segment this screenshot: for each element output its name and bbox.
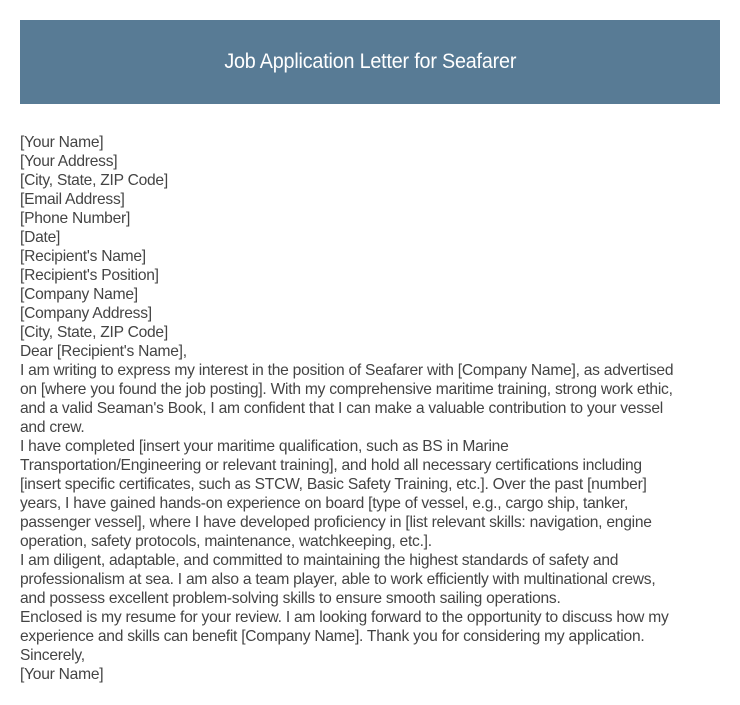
paragraph-line: and crew.: [20, 419, 85, 436]
paragraph-line: experience and skills can benefit [Company Name]. Thank you for considering my application.: [20, 628, 645, 645]
paragraph-line: I am diligent, adaptable, and committed to maintaining the highest standards of safety and: [20, 552, 619, 569]
salutation: Dear [Recipient's Name],: [20, 343, 187, 360]
closing: Sincerely,: [20, 647, 85, 664]
recipient-company-name: [Company Name]: [20, 286, 138, 303]
page-header: [20, 20, 720, 104]
paragraph-line: on [where you found the job posting]. With my comprehensive maritime training, strong work ethic,: [20, 381, 673, 398]
letter-date: [Date]: [20, 229, 61, 246]
sender-city-state-zip: [City, State, ZIP Code]: [20, 172, 168, 189]
recipient-city-state-zip: [City, State, ZIP Code]: [20, 324, 168, 341]
recipient-name: [Recipient's Name]: [20, 248, 146, 265]
paragraph-line: and a valid Seaman's Book, I am confident that I can make a valuable contribution to your vessel: [20, 400, 663, 417]
paragraph-attributes: [20, 551, 725, 608]
signature: [Your Name]: [20, 666, 104, 683]
paragraph-line: I have completed [insert your maritime qualification, such as BS in Marine: [20, 438, 509, 455]
paragraph-line: professionalism at sea. I am also a team player, able to work efficiently with multinational crews,: [20, 571, 656, 588]
paragraph-line: Transportation/Engineering or relevant training], and hold all necessary certifications including: [20, 457, 642, 474]
paragraph-line: Enclosed is my resume for your review. I am looking forward to the opportunity to discuss how my: [20, 609, 669, 626]
sender-address: [Your Address]: [20, 153, 118, 170]
sender-block: [20, 133, 725, 228]
paragraph-line: [insert specific certificates, such as STCW, Basic Safety Training, etc.]. Over the past [number]: [20, 476, 647, 493]
paragraph-line: I am writing to express my interest in the position of Seafarer with [Company Name], as advertised: [20, 362, 674, 379]
paragraph-line: passenger vessel], where I have developed proficiency in [list relevant skills: navigation, engine: [20, 514, 652, 531]
letter-body: [20, 133, 725, 684]
paragraph-line: operation, safety protocols, maintenance, watchkeeping, etc.].: [20, 533, 432, 550]
recipient-position: [Recipient's Position]: [20, 267, 159, 284]
paragraph-qualifications: [20, 437, 725, 551]
page-title: Job Application Letter for Seafarer: [224, 50, 516, 73]
sender-name: [Your Name]: [20, 134, 104, 151]
paragraph-line: and possess excellent problem-solving skills to ensure smooth sailing operations.: [20, 590, 561, 607]
sender-phone: [Phone Number]: [20, 210, 131, 227]
paragraph-intro: [20, 361, 725, 437]
paragraph-closing: [20, 608, 725, 646]
paragraph-line: years, I have gained hands-on experience on board [type of vessel, e.g., cargo ship, tanker,: [20, 495, 629, 512]
recipient-block: [20, 247, 725, 342]
recipient-company-address: [Company Address]: [20, 305, 152, 322]
sender-email: [Email Address]: [20, 191, 125, 208]
